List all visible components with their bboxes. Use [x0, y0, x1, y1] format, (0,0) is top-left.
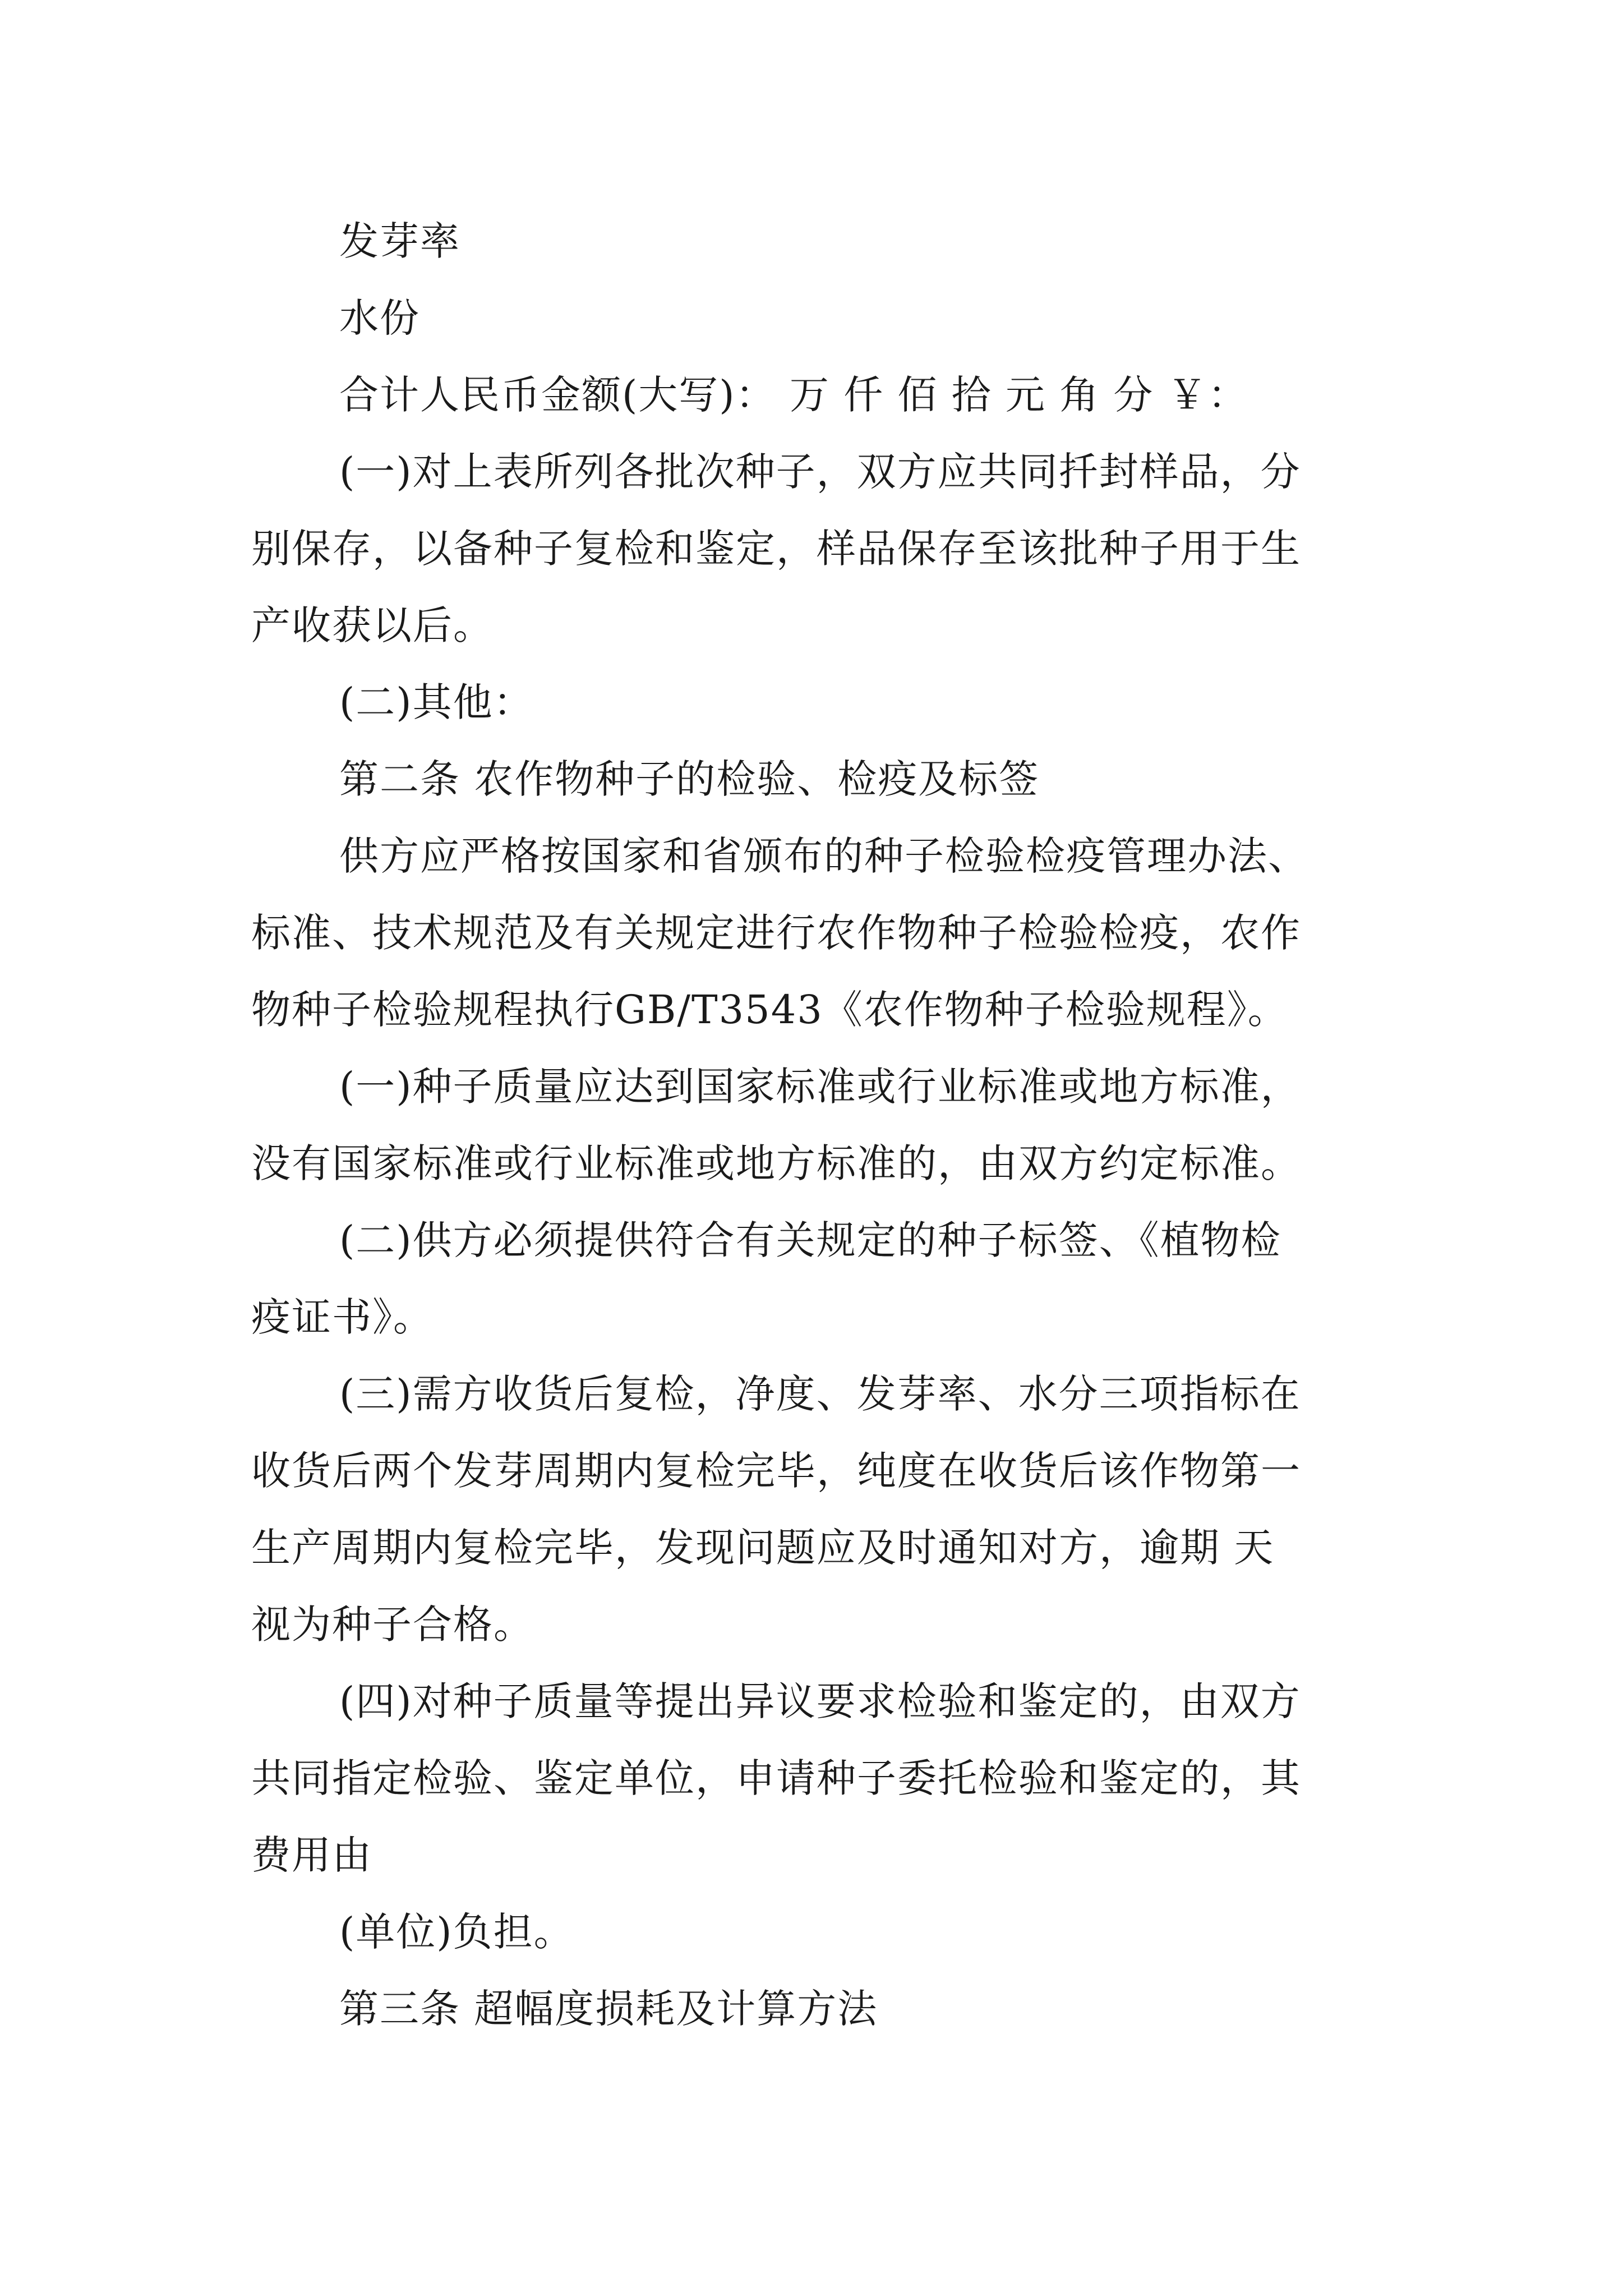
paragraph-line: 生产周期内复检完毕，发现问题应及时通知对方，逾期 天	[251, 1525, 1275, 1571]
paragraph-line: (二)供方必须提供符合有关规定的种子标签、《植物检	[339, 1217, 1281, 1263]
paragraph-line: (一)对上表所列各批次种子，双方应共同扦封样品，分	[339, 449, 1301, 495]
paragraph-line: 疫证书》。	[251, 1294, 434, 1340]
paragraph-line: 共同指定检验、鉴定单位，申请种子委托检验和鉴定的，其	[251, 1755, 1301, 1801]
paragraph-line: 物种子检验规程执行GB/T3543《农作物种子检验规程》。	[251, 987, 1288, 1033]
section-heading-2: 第二条 农作物种子的检验、检疫及标签	[339, 756, 1040, 802]
paragraph-line: 没有国家标准或行业标准或地方标准的，由双方约定标准。	[251, 1140, 1301, 1186]
paragraph-line: 产收获以后。	[251, 602, 494, 648]
line-moisture: 水份	[339, 295, 420, 341]
paragraph-line: (三)需方收货后复检，净度、发芽率、水分三项指标在	[339, 1371, 1301, 1417]
paragraph-line: 供方应严格按国家和省颁布的种子检验检疫管理办法、	[339, 833, 1308, 879]
paragraph-line: (一)种子质量应达到国家标准或行业标准或地方标准，	[339, 1064, 1301, 1110]
paragraph-line: (四)对种子质量等提出异议要求检验和鉴定的，由双方	[339, 1678, 1301, 1724]
paragraph-line: (二)其他：	[339, 679, 534, 725]
paragraph-line: (单位)负担。	[339, 1909, 574, 1955]
paragraph-line: 别保存，以备种子复检和鉴定，样品保存至该批种子用于生	[251, 526, 1301, 572]
paragraph-line: 收货后两个发芽周期内复检完毕，纯度在收货后该作物第一	[251, 1448, 1301, 1494]
paragraph-line: 标准、技术规范及有关规定进行农作物种子检验检疫，农作	[251, 910, 1301, 956]
paragraph-line: 费用由	[251, 1832, 372, 1878]
line-total-amount: 合计人民币金额(大写)： 万 仟 佰 拾 元 角 分 ￥：	[339, 372, 1248, 418]
line-germination-rate: 发芽率	[339, 218, 460, 264]
section-heading-3: 第三条 超幅度损耗及计算方法	[339, 1986, 878, 2032]
paragraph-line: 视为种子合格。	[251, 1602, 534, 1648]
